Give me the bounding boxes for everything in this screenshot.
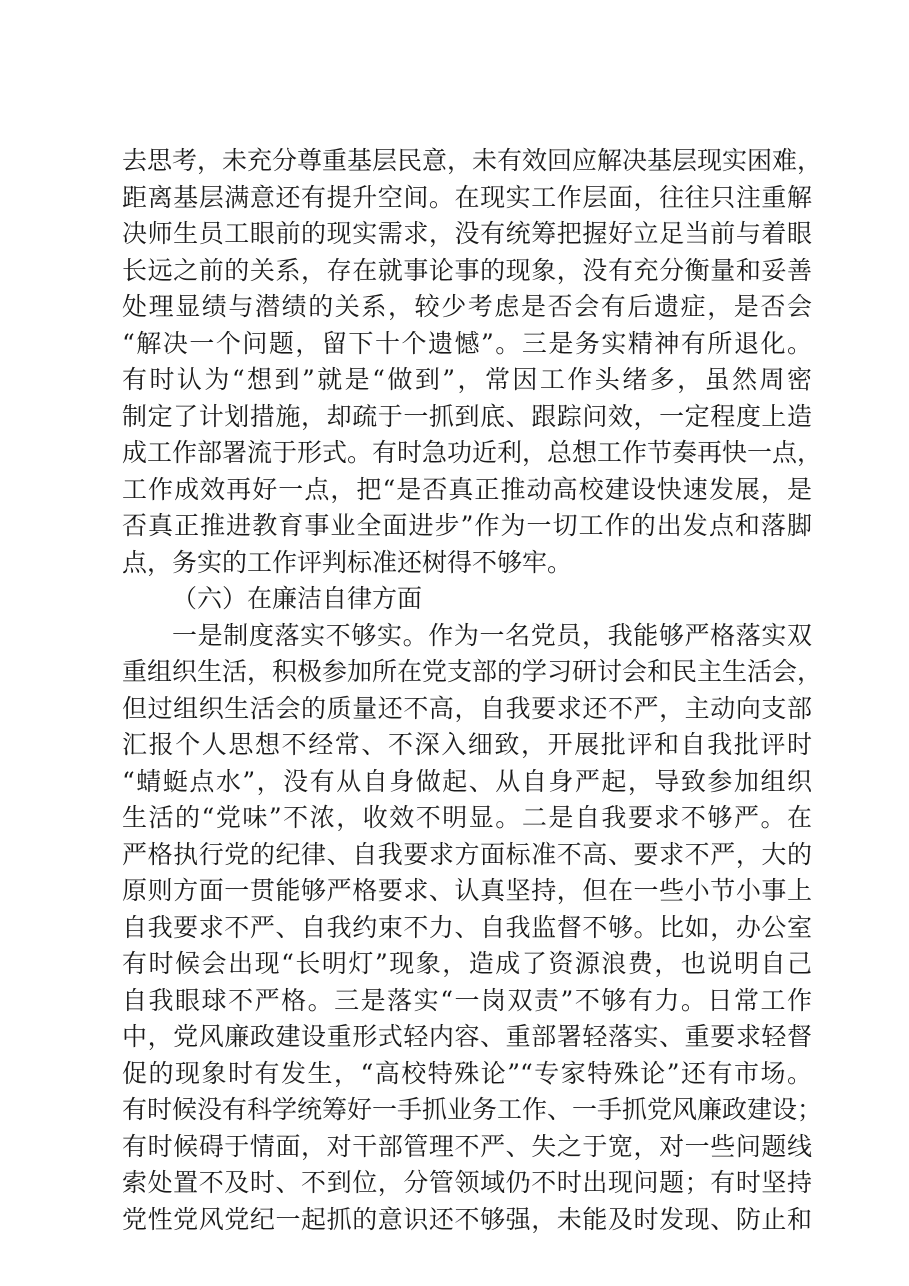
- text-line: 有时认为“想到”就是“做到”，常因工作头绪多，虽然周密: [122, 365, 812, 394]
- paragraph-integrity: [122, 618, 823, 1239]
- text-line: 一是制度落实不够实。作为一名党员，我能够严格落实双: [172, 620, 812, 650]
- text-line: “蜻蜓点水”，没有从自身做起、从自身严起，导致参加组织: [122, 766, 812, 796]
- text-line: 去思考，未充分尊重基层民意，未有效回应解决基层现实困难，: [122, 146, 823, 175]
- text-line: 促的现象时有发生，“高校特殊论”“专家特殊论”还有市场。: [122, 1058, 812, 1088]
- text-line: 长远之前的关系，存在就事论事的现象，没有充分衡量和妥善: [122, 255, 812, 285]
- text-line: 距离基层满意还有提升空间。在现实工作层面，往往只注重解: [122, 182, 812, 212]
- text-line: 索处置不及时、不到位，分管领域仍不时出现问题；有时坚持: [122, 1168, 812, 1197]
- text-line: “解决一个问题，留下十个遗憾”。三是务实精神有所退化。: [122, 328, 812, 358]
- text-line: 生活的“党味”不浓，收效不明显。二是自我要求不够严。在: [122, 803, 812, 832]
- text-line: 点，务实的工作评判标准还树得不够牢。: [122, 547, 573, 577]
- paragraph-practical-spirit: [122, 143, 823, 581]
- text-line: 工作成效再好一点，把“是否真正推动高校建设快速发展，是: [122, 474, 812, 504]
- section-heading: （六）在廉洁自律方面: [172, 584, 423, 613]
- text-line: 有时候会出现“长明灯”现象，造成了资源浪费，也说明自己: [122, 949, 812, 978]
- text-line: 自我眼球不严格。三是落实“一岗双责”不够有力。日常工作: [122, 985, 812, 1015]
- text-line: 否真正推进教育事业全面进步”作为一切工作的出发点和落脚: [122, 511, 812, 540]
- text-line: 党性党风党纪一起抓的意识还不够强，未能及时发现、防止和: [122, 1204, 812, 1234]
- text-line: 有时候没有科学统筹好一手抓业务工作、一手抓党风廉政建设；: [122, 1095, 823, 1124]
- text-line: 自我要求不严、自我约束不力、自我监督不够。比如，办公室: [122, 912, 812, 942]
- text-line: 决师生员工眼前的现实需求，没有统筹把握好立足当前与着眼: [122, 219, 812, 248]
- text-line: 严格执行党的纪律、自我要求方面标准不高、要求不严，大的: [122, 839, 812, 869]
- text-line: 原则方面一贯能够严格要求、认真坚持，但在一些小节小事上: [122, 876, 812, 905]
- text-line: 中，党风廉政建设重形式轻内容、重部署轻落实、重要求轻督: [122, 1022, 812, 1051]
- text-line: 重组织生活，积极参加所在党支部的学习研讨会和民主生活会，: [122, 657, 823, 686]
- text-line: 但过组织生活会的质量还不高，自我要求还不严，主动向支部: [122, 693, 812, 723]
- text-line: 成工作部署流于形式。有时急功近利，总想工作节奏再快一点，: [122, 438, 823, 467]
- text-line: 制定了计划措施，却疏于一抓到底、跟踪问效，一定程度上造: [122, 401, 812, 431]
- text-line: 汇报个人思想不经常、不深入细致，开展批评和自我批评时: [122, 730, 812, 759]
- text-line: 处理显绩与潜绩的关系，较少考虑是否会有后遗症，是否会: [122, 292, 812, 321]
- document-body: [122, 143, 823, 1238]
- text-line: 有时候碍于情面，对干部管理不严、失之于宽，对一些问题线: [122, 1131, 812, 1161]
